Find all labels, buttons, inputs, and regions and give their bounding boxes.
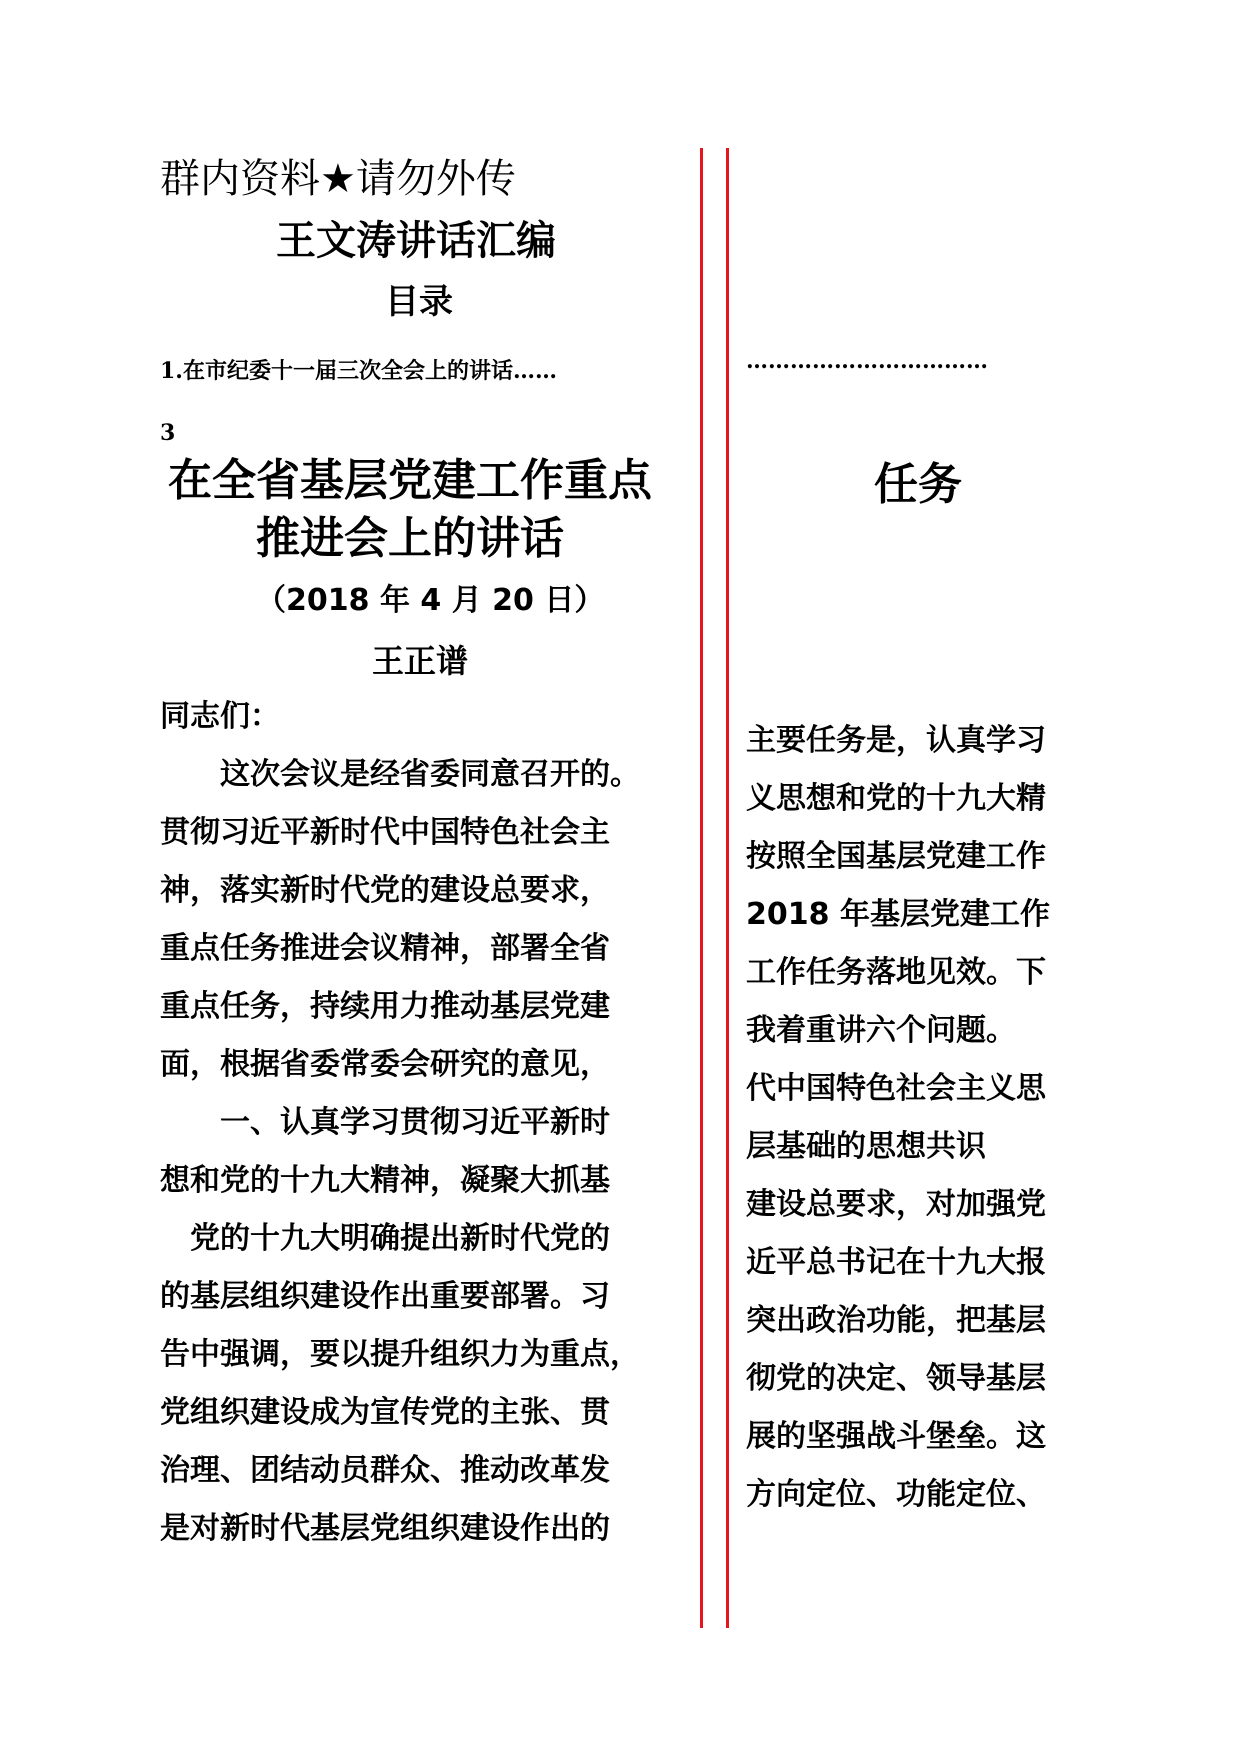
body-line: 2018 年基层党建工作 <box>746 897 1050 932</box>
body-line: 我着重讲六个问题。 <box>746 1013 1016 1048</box>
body-line: 党的十九大明确提出新时代党的 <box>160 1221 610 1256</box>
body-line: 一、认真学习贯彻习近平新时 <box>160 1105 610 1140</box>
body-line: 工作任务落地见效。下 <box>746 955 1046 990</box>
body-line: 告中强调，要以提升组织力为重点， <box>160 1337 640 1372</box>
confidential-notice: 群内资料★请勿外传 <box>160 156 516 202</box>
section-heading: 任务 <box>874 459 962 510</box>
speech-title <box>150 452 670 568</box>
body-line: 方向定位、功能定位、 <box>746 1477 1046 1512</box>
body-line: 层基础的思想共识 <box>746 1129 986 1164</box>
toc-page-number: 3 <box>160 420 176 446</box>
body-line: 党组织建设成为宣传党的主张、贯 <box>160 1395 610 1430</box>
center-divider-right-rule <box>726 148 729 1628</box>
toc-entry: 1.在市纪委十一届三次全会上的讲话…… <box>160 358 557 384</box>
body-line: 主要任务是，认真学习 <box>746 723 1046 758</box>
body-line: 突出政治功能，把基层 <box>746 1303 1046 1338</box>
toc-heading: 目录 <box>385 282 453 322</box>
right-body-text <box>746 712 1146 1524</box>
body-line: 代中国特色社会主义思 <box>746 1071 1046 1106</box>
body-line: 重点任务推进会议精神，部署全省 <box>160 931 610 966</box>
body-line: 重点任务，持续用力推动基层党建 <box>160 989 610 1024</box>
speech-title-line: 推进会上的讲话 <box>256 513 564 564</box>
right-column <box>746 150 1146 1524</box>
body-line: 的基层组织建设作出重要部署。习 <box>160 1279 610 1314</box>
salutation: 同志们： <box>160 699 280 734</box>
left-column <box>160 150 680 1558</box>
body-line: 想和党的十九大精神，凝聚大抓基 <box>160 1163 610 1198</box>
body-line: 义思想和党的十九大精 <box>746 781 1046 816</box>
speech-date: （2018 年 4 月 20 日） <box>256 583 605 618</box>
speaker-name: 王正谱 <box>372 642 469 680</box>
center-divider-left-rule <box>700 148 703 1628</box>
body-line: 治理、团结动员群众、推动改革发 <box>160 1453 610 1488</box>
body-line: 神，落实新时代党的建设总要求， <box>160 873 610 908</box>
left-body-text <box>160 746 680 1558</box>
body-line: 建设总要求，对加强党 <box>746 1187 1046 1222</box>
body-line: 展的坚强战斗堡垒。这 <box>746 1419 1046 1454</box>
body-line: 是对新时代基层党组织建设作出的 <box>160 1511 610 1546</box>
speech-title-line: 在全省基层党建工作重点 <box>168 455 652 506</box>
body-line: 彻党的决定、领导基层 <box>746 1361 1046 1396</box>
body-line: 按照全国基层党建工作 <box>746 839 1046 874</box>
body-line: 面，根据省委常委会研究的意见， <box>160 1047 610 1082</box>
body-line: 贯彻习近平新时代中国特色社会主 <box>160 815 610 850</box>
body-line: 近平总书记在十九大报 <box>746 1245 1046 1280</box>
collection-title: 王文涛讲话汇编 <box>276 218 556 264</box>
toc-dot-leader: …………………………… <box>746 348 988 374</box>
body-line: 这次会议是经省委同意召开的。 <box>160 757 640 792</box>
